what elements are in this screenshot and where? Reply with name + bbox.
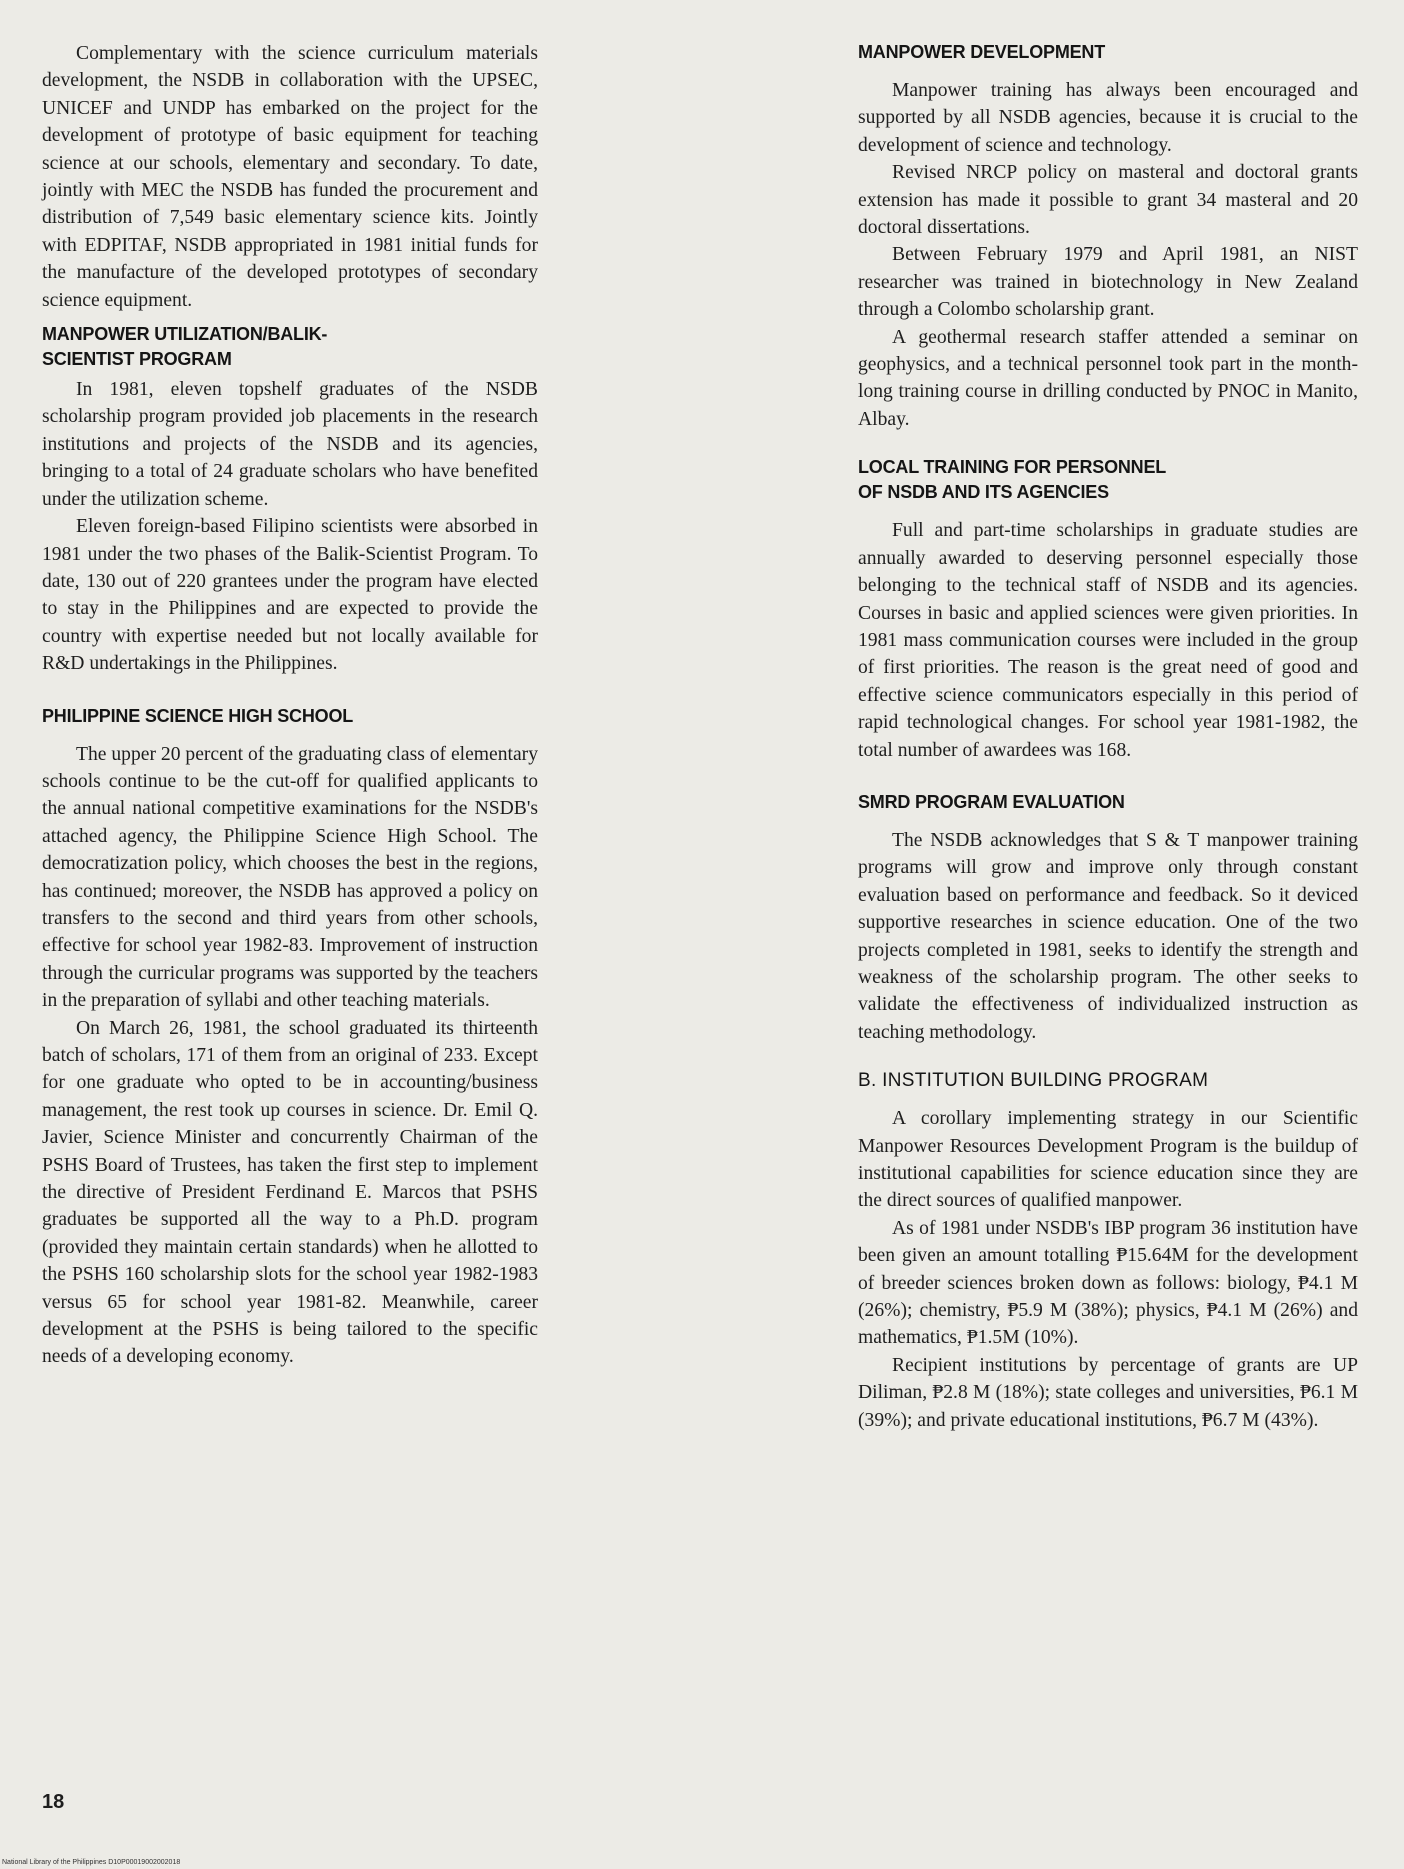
heading-local-training (858, 455, 1358, 505)
paragraph-pshs-graduation: On March 26, 1981, the school graduated its thirteenth batch of scholars, 171 of them from an original of 233. Except for one graduate who opted to be in accounting/business management, the rest took up courses in science. Dr. Emil Q. Javier, Science Minister and concurrently Chairman of the PSHS Board of Trustees, has taken the first step to implement the directive of President Ferdinand E. Marcos that PSHS graduates be supported all the way to a Ph.D. program (provided they maintain certain standards) when he allotted to the PSHS 160 scholarship slots for the school year 1982-1983 versus 65 for school year 1981-82. Meanwhile, career development at the PSHS is being tailored to the specific needs of a developing economy. (42, 1017, 538, 1368)
page-number: 18 (42, 1791, 65, 1813)
archive-footer: National Library of the Philippines D10P00019002002018 (2, 1859, 181, 1866)
paragraph-scholarships: Full and part-time scholarships in graduate studies are annually awarded to deserving personnel especially those belonging to the technical staff of NSDB and its agencies. Courses in basic and applied sciences were given priorities. In 1981 mass communication courses were included in the group of first priorities. The reason is the great need of good and effective science communicators especially in this period of rapid technological changes. For school year 1981-1982, the total number of awardees was 168. (858, 520, 1358, 761)
heading-manpower-utilization-line2: SCIENTIST PROGRAM (42, 349, 232, 370)
heading-manpower-utilization (42, 322, 538, 372)
heading-local-training-line2: OF NSDB AND ITS AGENCIES (858, 482, 1109, 503)
paragraph-balik-scientist: Eleven foreign-based Filipino scientists were absorbed in 1981 under the two phases of the Balik-Scientist Program. To date, 130 out of 220 grantees under the program have elected to stay in the Philippines and are expected to provide the country with expertise needed but not locally available for R&D undertakings in the Philippines. (42, 516, 538, 675)
paragraph-nrcp-policy: Revised NRCP policy on masteral and doctoral grants extension has made it possible to grant 34 masteral and 20 doctoral dissertations. (858, 162, 1358, 239)
heading-smrd-evaluation: SMRD PROGRAM EVALUATION (858, 791, 1125, 812)
paragraph-geothermal-staffer: A geothermal research staffer attended a seminar on geophysics, and a technical personnel took part in the month-long training course in drilling conducted by PNOC in Manito, Albay. (858, 326, 1358, 430)
paragraph-nist-researcher: Between February 1979 and April 1981, an NIST researcher was trained in biotechnology in New Zealand through a Colombo scholarship grant. (858, 244, 1358, 321)
right-column (858, 40, 1358, 1434)
heading-local-training-line1: LOCAL TRAINING FOR PERSONNEL (858, 457, 1167, 478)
heading-manpower-utilization-line1: MANPOWER UTILIZATION/BALIK- (42, 324, 328, 345)
heading-manpower-development: MANPOWER DEVELOPMENT (858, 42, 1106, 62)
heading-institution-building: B. INSTITUTION BUILDING PROGRAM (858, 1070, 1209, 1092)
paragraph-smrd-evaluation: The NSDB acknowledges that S & T manpower training programs will grow and improve only through constant evaluation based on performance and feedback. So it deviced supportive researches in science education. One of the two projects completed in 1981, seeks to identify the strength and weakness of the scholarship program. The other seeks to validate the effectiveness of individualized instruction as teaching methodology. (858, 829, 1358, 1043)
paragraph-manpower-training: Manpower training has always been encouraged and supported by all NSDB agencies, because it is crucial to the development of science and technology. (858, 80, 1358, 156)
paragraph-ibp-funding: As of 1981 under NSDB's IBP program 36 institution have been given an amount totalling ₱15.64M for the development of breeder sciences broken down as follows: biology, ₱4.1 M (26%); chemistry, ₱5.9 M (38%); physics, ₱4.1 M (26%) and mathematics, ₱1.5M (10%). (858, 1217, 1358, 1349)
paragraph-corollary-strategy: A corollary implementing strategy in our Scientific Manpower Resources Development Program is the buildup of institutional capabilities for science education since they are the direct sources of qualified manpower. (858, 1108, 1358, 1212)
heading-philippine-science-high-school: PHILIPPINE SCIENCE HIGH SCHOOL (42, 705, 354, 726)
paragraph-science-equipment: Complementary with the science curriculum materials development, the NSDB in collaboration with the UPSEC, UNICEF and UNDP has embarked on the project for the development of prototype of basic equipment for teaching science at our schools, elementary and secondary. To date, jointly with MEC the NSDB has funded the procurement and distribution of 7,549 basic elementary science kits. Jointly with EDPITAF, NSDB appropriated in 1981 initial funds for the manufacture of the developed prototypes of secondary science equipment. (42, 43, 538, 311)
paragraph-pshs-admission: The upper 20 percent of the graduating class of elementary schools continue to be the cut-off for qualified applicants to the annual national competitive examinations for the NSDB's attached agency, the Philippine Science High School. The democratization policy, which chooses the best in the regions, has continued; moreover, the NSDB has approved a policy on transfers to the second and third years from other schools, effective for school year 1982-83. Improvement of instruction through the curricular programs was supported by the teachers in the preparation of syllabi and other teaching materials. (42, 743, 538, 1012)
paragraph-recipient-institutions: Recipient institutions by percentage of grants are UP Diliman, ₱2.8 M (18%); state colleges and universities, ₱6.1 M (39%); and private educational institutions, ₱6.7 M (43%). (858, 1354, 1358, 1431)
paragraph-topshelf-graduates: In 1981, eleven topshelf graduates of the NSDB scholarship program provided job placements in the research institutions and projects of the NSDB and its agencies, bringing to a total of 24 graduate scholars who have benefited under the utilization scheme. (42, 379, 538, 510)
left-column (42, 40, 538, 1371)
